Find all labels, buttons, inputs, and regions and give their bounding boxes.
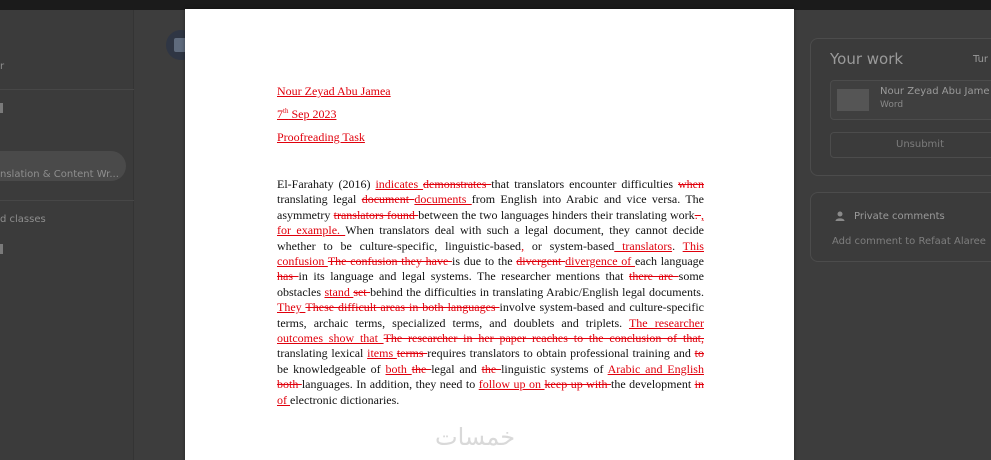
text-run: some obstacles bbox=[277, 269, 704, 299]
text-run: When translators deal with such a legal document, they cannot decide whether to be culture-specific, linguistic-based bbox=[277, 223, 704, 253]
date-day: 7 bbox=[277, 107, 283, 121]
sidebar-item-label[interactable]: r bbox=[0, 61, 5, 72]
deletion: when bbox=[678, 177, 704, 191]
private-comments-title: Private comments bbox=[854, 211, 945, 222]
text-run: legal and bbox=[431, 361, 482, 376]
insertion: This confusion bbox=[277, 238, 704, 269]
date-suffix: th bbox=[283, 107, 289, 115]
your-work-status: Tur bbox=[973, 54, 989, 65]
deletion: divergent bbox=[516, 254, 566, 269]
insertion: divergence of bbox=[565, 254, 635, 269]
file-thumbnail bbox=[837, 89, 869, 111]
text-run: . bbox=[672, 238, 683, 253]
text-run: that translators encounter difficulties bbox=[491, 177, 678, 191]
doc-date bbox=[277, 107, 336, 122]
watermark-logo: خمسات bbox=[435, 423, 516, 451]
insertion: The researcher outcomes show that bbox=[277, 315, 704, 346]
insertion: , bbox=[521, 238, 525, 253]
private-comments-card bbox=[810, 192, 991, 262]
text-run: is due to the bbox=[452, 254, 517, 269]
insertion: of bbox=[277, 392, 290, 407]
insertion: Arabic and English bbox=[607, 361, 704, 376]
deletion: terms bbox=[396, 346, 428, 361]
deletion: demonstrates bbox=[423, 177, 492, 191]
deletion: These difficult areas in both languages bbox=[305, 300, 500, 315]
person-icon bbox=[834, 210, 846, 222]
insertion: They bbox=[277, 300, 306, 315]
insertion: stand bbox=[324, 284, 354, 299]
text-run: each language bbox=[634, 254, 705, 269]
insertion: items bbox=[367, 346, 397, 361]
doc-author: Nour Zeyad Abu Jamea bbox=[277, 84, 391, 98]
deletion: keep up with bbox=[544, 377, 612, 392]
sidebar-divider bbox=[0, 89, 134, 90]
sidebar bbox=[0, 10, 134, 460]
deletion: . bbox=[694, 207, 701, 222]
unsubmit-button[interactable]: Unsubmit bbox=[830, 132, 991, 158]
deletion: set bbox=[353, 284, 371, 299]
sidebar-dot bbox=[0, 103, 3, 113]
insertion: , for example. bbox=[277, 207, 704, 238]
sidebar-item-translation[interactable]: nslation & Content Wr... bbox=[0, 169, 119, 180]
text-run: languages. In addition, they need to bbox=[301, 377, 479, 392]
text-run: between the two languages hinders their translating work bbox=[418, 207, 695, 222]
sidebar-divider bbox=[0, 200, 134, 201]
insertion: both bbox=[385, 361, 412, 376]
text-run: linguistic systems of bbox=[501, 361, 608, 376]
deletion: the bbox=[481, 361, 502, 376]
text-run: translating legal bbox=[277, 192, 362, 207]
text-run: behind the difficulties in translating Arabic/English legal documents. bbox=[370, 284, 704, 299]
deletion: in bbox=[694, 377, 704, 392]
text-run: involve system-based and culture-specific terms, archaic terms, specialized terms, and doublets and triplets. bbox=[277, 300, 704, 330]
file-name[interactable]: Nour Zeyad Abu Jame bbox=[880, 86, 990, 97]
text-run: requires translators to obtain professional training and bbox=[427, 346, 695, 361]
text-run: from English into Arabic and vice versa. The asymmetry bbox=[277, 192, 704, 222]
text-run: El-Farahaty (2016) bbox=[277, 177, 376, 191]
deletion: The confusion they have bbox=[327, 254, 453, 269]
text-run: electronic dictionaries. bbox=[290, 392, 400, 407]
file-type: Word bbox=[880, 100, 904, 110]
document-page bbox=[185, 9, 794, 460]
text-run: in its language and legal systems. The researcher mentions that bbox=[298, 269, 629, 284]
doc-task-title: Proofreading Task bbox=[277, 130, 365, 144]
your-work-title: Your work bbox=[830, 50, 904, 68]
deletion: both bbox=[277, 377, 302, 392]
text-run: or system-based bbox=[524, 238, 615, 253]
deletion: to bbox=[694, 346, 704, 361]
deletion: has bbox=[277, 269, 299, 284]
text-run: the development bbox=[611, 377, 695, 392]
deletion: The researcher in her paper reaches to the conclusion of that, bbox=[383, 331, 704, 346]
sidebar-item-classes[interactable]: d classes bbox=[0, 214, 46, 225]
deletion: there are bbox=[629, 269, 679, 284]
insertion: follow up on bbox=[478, 377, 545, 392]
text-run: be knowledgeable of bbox=[277, 361, 386, 376]
insertion: translators bbox=[614, 238, 673, 253]
insertion: indicates bbox=[375, 177, 424, 191]
text-run: translating lexical bbox=[277, 346, 368, 361]
date-rest: Sep 2023 bbox=[288, 107, 337, 121]
deletion: the bbox=[411, 361, 432, 376]
sidebar-dot bbox=[0, 244, 3, 254]
deletion: translators found bbox=[333, 207, 419, 222]
doc-paragraph bbox=[277, 177, 704, 408]
deletion: document bbox=[361, 192, 415, 207]
add-comment-input[interactable]: Add comment to Refaat Alaree bbox=[832, 236, 986, 247]
insertion: documents bbox=[414, 192, 472, 207]
